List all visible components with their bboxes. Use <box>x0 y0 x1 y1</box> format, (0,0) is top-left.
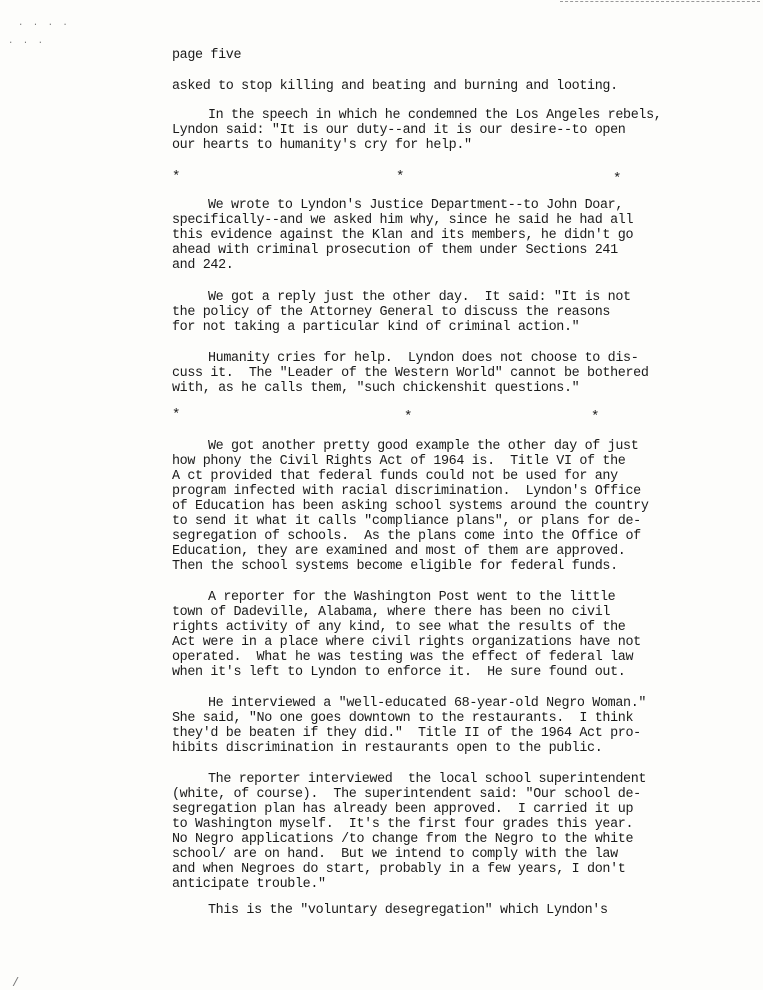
margin-specks: · · · <box>8 38 46 48</box>
text-line: with, as he calls them, "such chickenshit questions." <box>172 381 580 396</box>
text-line: (white, of course). The superintendent said: "Our school de- <box>172 787 641 802</box>
margin-specks: · · · · <box>18 20 70 30</box>
text-line: segregation plan has already been approved. I carried it up <box>172 802 634 817</box>
text-line: hibits discrimination in restaurants open to the public. <box>172 741 603 756</box>
text-line: The reporter interviewed the local school superintendent <box>208 772 647 787</box>
text-line: ahead with criminal prosecution of them under Sections 241 <box>172 243 618 258</box>
text-line: to Washington myself. It's the first four grades this year. <box>172 817 634 832</box>
text-line: Education, they are examined and most of them are approved. <box>172 544 626 559</box>
text-line: Act were in a place where civil rights organizations have not <box>172 635 641 650</box>
top-edge-mark <box>560 1 760 2</box>
section-separator-star: * <box>172 407 181 423</box>
text-line: program infected with racial discrimination. Lyndon's Office <box>172 484 641 499</box>
section-separator-star: * <box>404 409 413 425</box>
text-line: and 242. <box>172 258 234 273</box>
text-line: Lyndon said: "It is our duty--and it is our desire--to open <box>172 123 626 138</box>
section-separator-star: * <box>613 171 622 187</box>
text-line: how phony the Civil Rights Act of 1964 is. Title VI of the <box>172 454 626 469</box>
text-line: for not taking a particular kind of criminal action." <box>172 320 580 335</box>
text-line: and when Negroes do start, probably in a few years, I don't <box>172 862 626 877</box>
text-line: the policy of the Attorney General to discuss the reasons <box>172 305 611 320</box>
section-separator-star: * <box>591 409 600 425</box>
text-line: cuss it. The "Leader of the Western World" cannot be bothered <box>172 366 649 381</box>
text-line: when it's left to Lyndon to enforce it. He sure found out. <box>172 665 626 680</box>
text-line: our hearts to humanity's cry for help." <box>172 138 472 153</box>
text-line: No Negro applications /to change from the Negro to the white <box>172 832 634 847</box>
text-line: We got another pretty good example the other day of just <box>208 439 639 454</box>
page-number: page five <box>172 48 242 63</box>
text-line: In the speech in which he condemned the Los Angeles rebels, <box>208 108 662 123</box>
text-line: We wrote to Lyndon's Justice Department--to John Doar, <box>208 198 624 213</box>
section-separator-star: * <box>396 169 405 185</box>
text-line: We got a reply just the other day. It said: "It is not <box>208 290 631 305</box>
text-line: to send it what it calls "compliance plans", or plans for de- <box>172 514 641 529</box>
text-line: segregation of schools. As the plans come into the Office of <box>172 529 641 544</box>
text-line: Then the school systems become eligible for federal funds. <box>172 559 618 574</box>
text-line: Humanity cries for help. Lyndon does not choose to dis- <box>208 351 639 366</box>
text-line: town of Dadeville, Alabama, where there has been no civil <box>172 605 611 620</box>
text-line: He interviewed a "well-educated 68-year-old Negro Woman." <box>208 696 647 711</box>
text-line: they'd be beaten if they did." Title II of the 1964 Act pro- <box>172 726 641 741</box>
text-line: rights activity of any kind, to see what the results of the <box>172 620 626 635</box>
text-line: anticipate trouble." <box>172 877 326 892</box>
text-line: of Education has been asking school systems around the country <box>172 499 649 514</box>
text-line: operated. What he was testing was the effect of federal law <box>172 650 634 665</box>
text-line: specifically--and we asked him why, since he said he had all <box>172 213 634 228</box>
text-line: asked to stop killing and beating and burning and looting. <box>172 79 618 94</box>
corner-mark: / <box>12 976 22 990</box>
text-line: A ct provided that federal funds could not be used for any <box>172 469 618 484</box>
text-line: this evidence against the Klan and its members, he didn't go <box>172 228 634 243</box>
section-separator-star: * <box>172 169 181 185</box>
text-line: She said, "No one goes downtown to the restaurants. I think <box>172 711 634 726</box>
text-line: A reporter for the Washington Post went to the little <box>208 590 616 605</box>
text-line: This is the "voluntary desegregation" which Lyndon's <box>208 903 608 918</box>
text-line: school/ are on hand. But we intend to comply with the law <box>172 847 618 862</box>
